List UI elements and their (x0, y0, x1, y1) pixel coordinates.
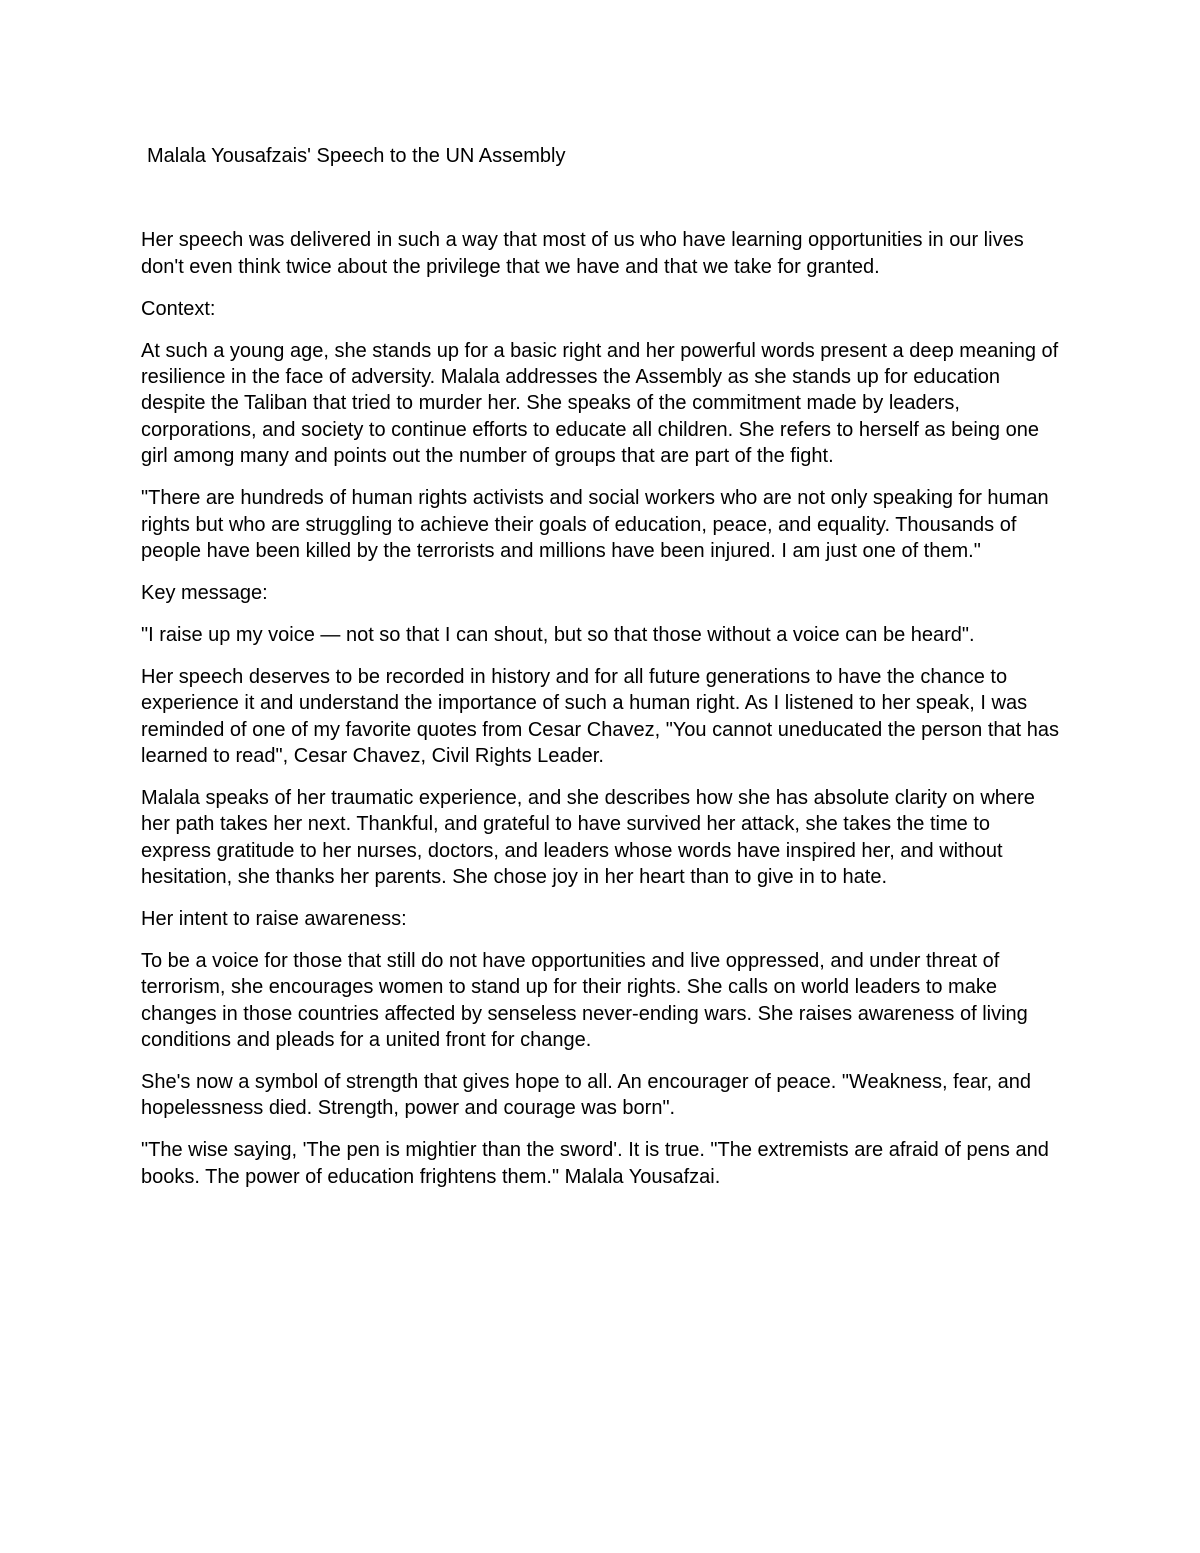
document-title: Malala Yousafzais' Speech to the UN Assembly (147, 145, 566, 167)
paragraph-quote-activists: "There are hundreds of human rights activists and social workers who are not only speaking for human rights but who are struggling to achieve their goals of education, peace, and equality. Thousands of people have been killed by the terrorists and millions have been injured. I am just one of them." (141, 487, 1049, 562)
document-body (141, 143, 1061, 1206)
heading-awareness: Her intent to raise awareness: (141, 907, 407, 930)
paragraph-awareness: To be a voice for those that still do not have opportunities and live oppressed, and under threat of terrorism, she encourages women to stand up for their rights. She calls on world leaders to make changes in those countries affected by senseless never-ending wars. She raises awareness of living conditions and pleads for a united front for change. (141, 949, 1028, 1052)
paragraph-intro: Her speech was delivered in such a way that most of us who have learning opportunities in our lives don't even think twice about the privilege that we have and that we take for granted. (141, 229, 1024, 278)
heading-key-message: Key message: (141, 581, 268, 604)
paragraph-history: Her speech deserves to be recorded in history and for all future generations to have the chance to experience it and understand the importance of such a human right. As I listened to her speak, I was reminded of one of my favorite quotes from Cesar Chavez, "You cannot uneducated the person that has learned to read", Cesar Chavez, Civil Rights Leader. (141, 665, 1060, 767)
paragraph-symbol: She's now a symbol of strength that gives hope to all. An encourager of peace. "Weakness, fear, and hopelessness died. Strength, power and courage was born". (141, 1070, 1031, 1120)
heading-context: Context: (141, 297, 216, 320)
paragraph-context: At such a young age, she stands up for a basic right and her powerful words present a deep meaning of resilience in the face of adversity. Malala addresses the Assembly as she stands up for education despite the Taliban that tried to murder her. She speaks of the commitment made by leaders, corporations, and society to continue efforts to educate all children. She refers to herself as being one girl among many and points out the number of groups that are part of the fight. (141, 339, 1059, 468)
paragraph-key-message-quote: "I raise up my voice — not so that I can shout, but so that those without a voice can be heard". (141, 623, 975, 646)
paragraph-experience: Malala speaks of her traumatic experience, and she describes how she has absolute clarity on where her path takes her next. Thankful, and grateful to have survived her attack, she takes the time to express gratitude to her nurses, doctors, and leaders whose words have inspired her, and without hesitation, she thanks her parents. She chose joy in her heart than to give in to hate. (141, 786, 1035, 889)
paragraph-closing-quote: "The wise saying, 'The pen is mightier than the sword'. It is true. "The extremists are afraid of pens and books. The power of education frightens them." Malala Yousafzai. (141, 1139, 1049, 1188)
